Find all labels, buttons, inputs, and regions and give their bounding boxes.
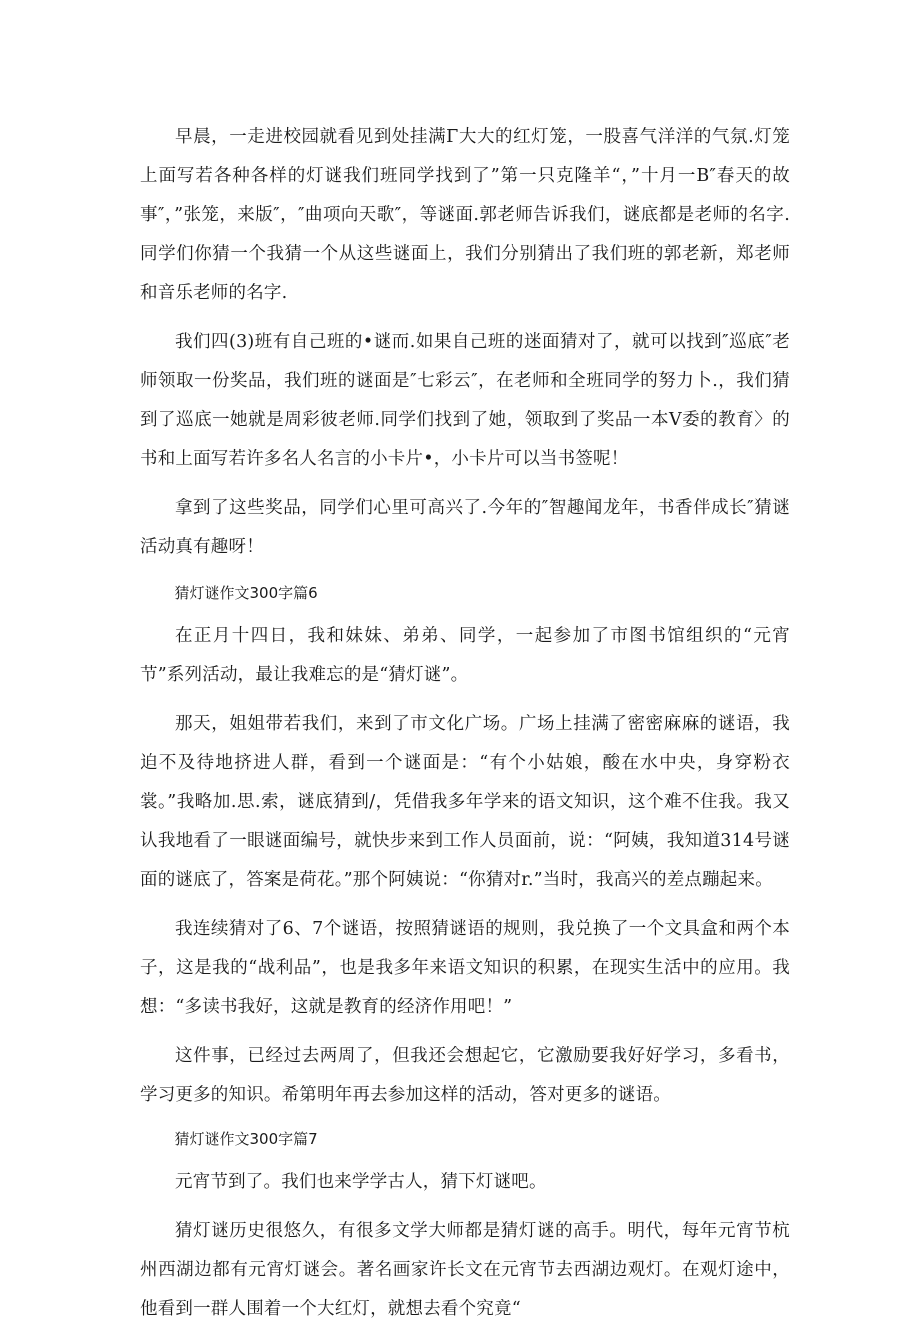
- document-body: [140, 118, 790, 1339]
- paragraph-spoils: 我连续猜对了6、7个谜语，按照猜谜语的规则，我兑换了一个文具盒和两个本子，这是我的“战利品”，也是我多年来语文知识的积累，在现实生活中的应用。我想：“多读书我好，这就是教育的经济作用吧！”: [140, 919, 790, 1017]
- paragraph-lantern-festival: 在正月十四日，我和妹妹、弟弟、同学，一起参加了市图书馆组织的“元宵节”系列活动，最让我难忘的是“猜灯谜”。: [140, 626, 790, 685]
- paragraph-riddle-history: 猜灯谜历史很悠久，有很多文学大师都是猜灯谜的高手。明代，每年元宵节杭州西湖边都有元宵灯谜会。著名画家许长文在元宵节去西湖边观灯。在观灯途中，他看到一群人围着一个大红灯，就想去看个究竟“: [140, 1221, 790, 1319]
- paragraph-culture-square: 那天，姐姐带若我们，来到了市文化广场。广场上挂满了密密麻麻的谜语，我迫不及待地挤进人群，看到一个谜面是：“有个小姑娘，酸在水中央，身穿粉衣裳。”我略加.思.索，谜底猜到/，凭借我多年学来的语文知识，这个难不住我。我又认我地看了一眼谜面编号，就快步来到工作人员面前，说：“阿姨，我知道314号谜面的谜底了，答案是荷花。”那个阿姨说：“你猜对r.”当时，我高兴的差点蹦起来。: [140, 714, 790, 890]
- paragraph-class-riddle: 我们四(3)班有自己班的•谜而.如果自己班的迷面猜对了，就可以找到″巡底″老师领取一份奖品，我们班的谜面是″七彩云″，在老师和全班同学的努力卜.，我们猜到了巡底一她就是周彩彼老师.同学们找到了她，领取到了奖品一本V委的教育〉的书和上面写若许多名人名言的小卡片•，小卡片可以当书签呢！: [140, 332, 790, 469]
- paragraph-yuanxiao: 元宵节到了。我们也来学学古人，猜下灯谜吧。: [175, 1172, 547, 1192]
- paragraph-prizes: 拿到了这些奖品，同学们心里可高兴了.今年的″智趣闻龙年，书香伴成长″猜谜活动真有趣呀！: [140, 498, 790, 557]
- section-heading-6: 猜灯谜作文300字篇6: [174, 584, 318, 602]
- paragraph-reflection: 这件事，已经过去两周了，但我还会想起它，它激励要我好好学习，多看书，学习更多的知识。希第明年再去参加这样的活动，答对更多的谜语。: [140, 1046, 790, 1105]
- section-heading-7: 猜灯谜作文300字篇7: [174, 1130, 318, 1148]
- paragraph-lantern-morning: 早晨，一走进校园就看见到处挂满Γ大大的红灯笼，一股喜气洋洋的气氛.灯笼上面写若各种各样的灯谜我们班同学找到了”第一只克隆羊“，”十月一B″春天的故事″，”张笼，来版″，″曲项向天歌″，等谜面.郭老师告诉我们，谜底都是老师的名字.同学们你猜一个我猜一个从这些谜面上，我们分别猜出了我们班的郭老新，郑老师和音乐老师的名字.: [140, 127, 790, 303]
